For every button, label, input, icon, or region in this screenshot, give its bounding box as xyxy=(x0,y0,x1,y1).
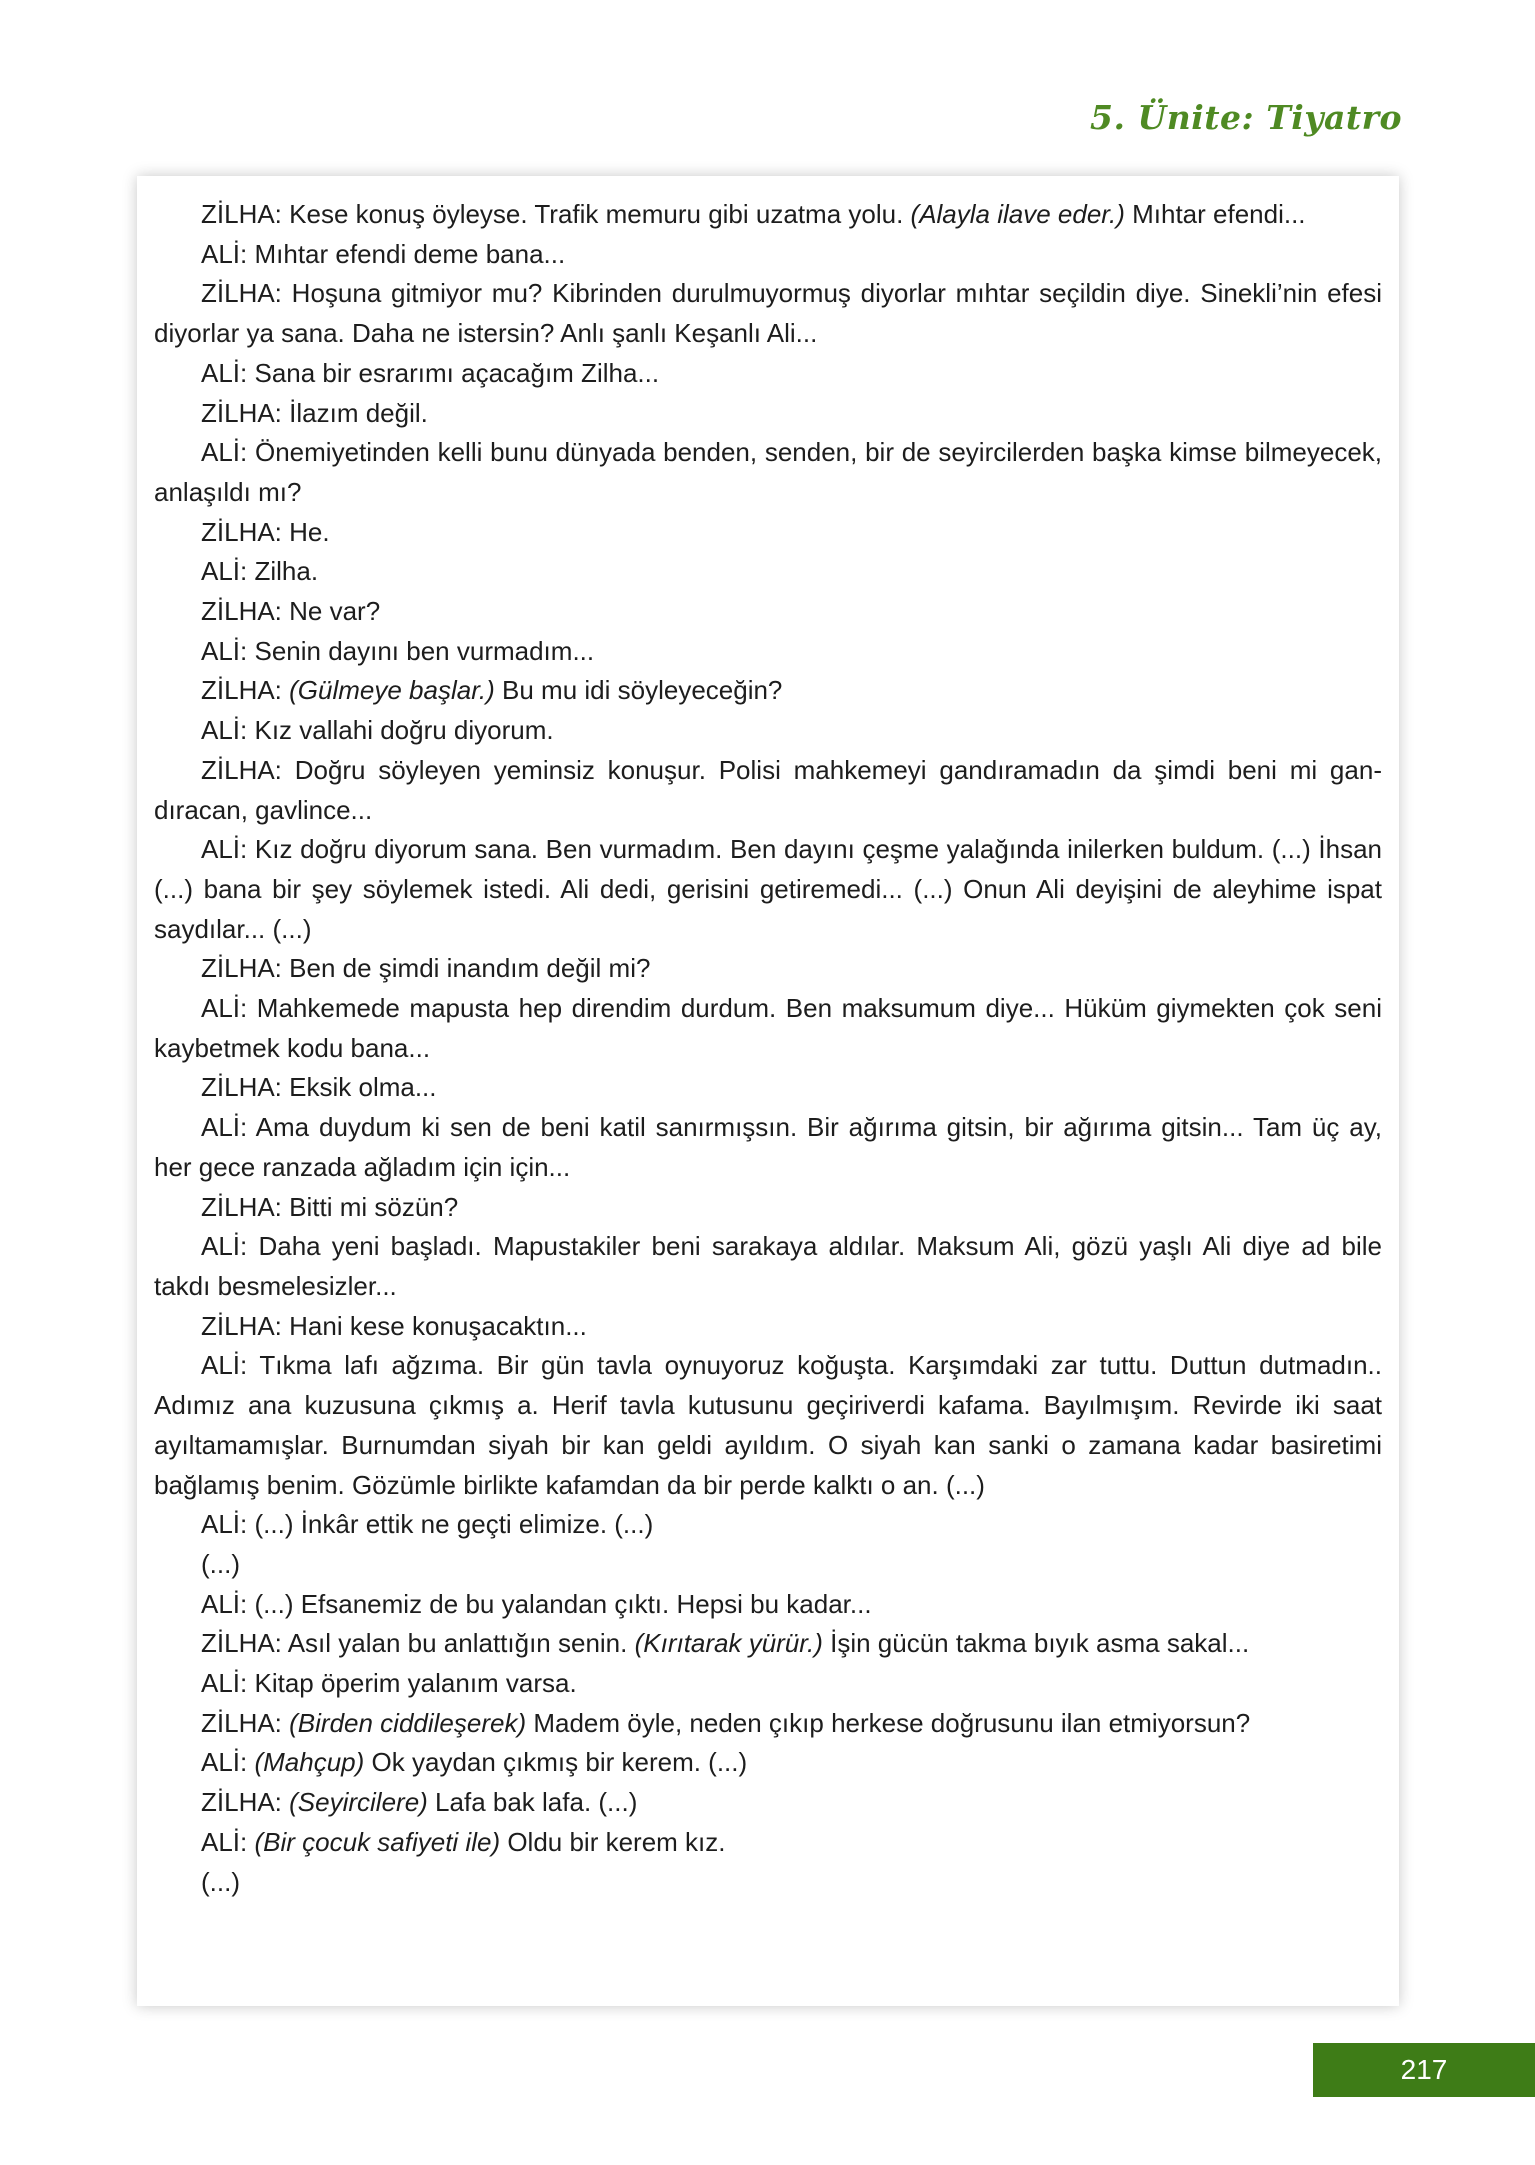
dialogue-text: Kitap öperim yalanım varsa. xyxy=(254,1668,577,1699)
dialogue-text: Tıkma lafı ağzıma. Bir gün tavla oynuyoruz koğuşta. Karşımdaki zar tuttu. Duttun dutmadın.. Adımız ana kuzusuna çıkmış a. Herif tavla kutusunu geçiriverdi kafama. Bayılmışım. Revirde iki saat ayıltamamışlar. Burnumdan siyah bir kan geldi ayıldım. O siyah kan sanki o zamana kadar basiretimi bağlamış benim. Gözümle birlikte kafamdan da bir perde kalktı o an. (...) xyxy=(154,1350,1382,1500)
dialogue-text: (...) xyxy=(201,1548,240,1579)
dialogue-line xyxy=(154,1624,1382,1664)
dialogue-line xyxy=(154,394,1382,434)
speaker-name: ALİ: xyxy=(201,635,255,666)
dialogue-text: Lafa bak lafa. (...) xyxy=(427,1787,638,1818)
dialogue-text: Bitti mi sözün? xyxy=(289,1191,459,1222)
speaker-name: ALİ: xyxy=(201,1826,255,1857)
dialogue-text: İşin gücün takma bıyık asma sakal... xyxy=(822,1628,1250,1659)
dialogue-text: Hani kese konuşacaktın... xyxy=(289,1310,587,1341)
speaker-name: ALİ: xyxy=(201,1747,255,1778)
dialogue-line xyxy=(154,592,1382,632)
dialogue-text: Eksik olma... xyxy=(289,1072,437,1103)
dialogue-line xyxy=(154,989,1382,1068)
dialogue-text: Hoşuna gitmiyor mu? Kibrinden durulmuyormuş diyorlar mıhtar seçildin diye. Sinekli’nin efesi diyorlar ya sana. Daha ne istersin? Anlı şanlı Keşanlı Ali... xyxy=(154,278,1382,349)
dialogue-text: Ben de şimdi inandım değil mi? xyxy=(289,953,651,984)
dialogue-line xyxy=(154,1346,1382,1505)
dialogue-text: Senin dayını ben vurmadım... xyxy=(254,635,595,666)
speaker-name: ALİ: xyxy=(201,1509,255,1540)
dialogue-text: (...) xyxy=(201,1866,240,1897)
speaker-name: ALİ: xyxy=(201,437,255,468)
dialogue-text: Kese konuş öyleyse. Trafik memuru gibi uzatma yolu. xyxy=(289,199,911,229)
speaker-name: ZİLHA: xyxy=(201,516,290,547)
dialogue-line xyxy=(154,1307,1382,1347)
dialogue-line xyxy=(154,671,1382,711)
speaker-name: ALİ: xyxy=(201,1668,255,1699)
dialogue-text: Ama duydum ki sen de beni katil sanırmışsın. Bir ağırıma gitsin, bir ağırıma gitsin... Tam üç ay, her gece ranzada ağladım için için... xyxy=(154,1112,1382,1182)
dialogue-text: Mahkemede mapusta hep direndim durdum. Ben maksumum diye... Hüküm giymekten çok seni kaybetmek kodu bana... xyxy=(154,993,1382,1063)
speaker-name: ZİLHA: xyxy=(201,596,290,627)
dialogue-line xyxy=(154,274,1382,353)
dialogue-line xyxy=(154,751,1382,830)
stage-direction: (Gülmeye başlar.) xyxy=(289,675,495,706)
dialogue-text: Mıhtar efendi deme bana... xyxy=(254,238,566,269)
dialogue-line xyxy=(154,552,1382,592)
dialogue-text: Önemiyetinden kelli bunu dünyada benden, senden, bir de seyircilerden başka kimse bilmeyecek, anlaşıldı mı? xyxy=(154,437,1382,507)
dialogue-line xyxy=(154,830,1382,949)
dialogue-line xyxy=(154,235,1382,275)
speaker-name: ZİLHA: xyxy=(201,1628,288,1659)
speaker-name: ZİLHA: xyxy=(201,754,295,785)
speaker-name: ZİLHA: xyxy=(201,1191,290,1222)
page-number: 217 xyxy=(1313,2043,1535,2097)
stage-direction: (Seyircilere) xyxy=(289,1787,428,1818)
speaker-name: ALİ: xyxy=(201,993,257,1024)
dialogue-line xyxy=(154,949,1382,989)
speaker-name: ZİLHA: xyxy=(201,397,290,428)
dialogue-text: Ok yaydan çıkmış bir kerem. (...) xyxy=(364,1747,748,1778)
dialogue-text: Kız vallahi doğru diyorum. xyxy=(254,715,554,746)
speaker-name: ZİLHA: xyxy=(201,199,290,229)
dialogue-line xyxy=(154,1743,1382,1783)
dialogue-text: (...) İnkâr ettik ne geçti elimize. (...) xyxy=(254,1509,654,1540)
dialogue-line xyxy=(154,513,1382,553)
dialogue-line xyxy=(154,711,1382,751)
speaker-name: ALİ: xyxy=(201,238,255,269)
speaker-name: ALİ: xyxy=(201,1112,256,1143)
stage-direction: (Alayla ilave eder.) xyxy=(910,199,1125,229)
dialogue-line xyxy=(154,1664,1382,1704)
dialogue-text: İlazım değil. xyxy=(289,397,428,428)
dialogue-line xyxy=(154,1704,1382,1744)
stage-direction: (Bir çocuk safiyeti ile) xyxy=(254,1826,501,1857)
speaker-name: ZİLHA: xyxy=(201,278,292,309)
speaker-name: ALİ: xyxy=(201,556,255,587)
dialogue-text: Ne var? xyxy=(289,596,381,627)
dialogue-line xyxy=(154,632,1382,672)
dialogue-line xyxy=(154,1068,1382,1108)
dialogue-text-box xyxy=(137,176,1399,2006)
dialogue-line xyxy=(154,1545,1382,1585)
dialogue-line xyxy=(154,1108,1382,1187)
dialogue-text: Mıhtar efendi... xyxy=(1124,199,1306,229)
stage-direction: (Birden ciddileşerek) xyxy=(289,1707,527,1738)
unit-title: 5. Ünite: Tiyatro xyxy=(1090,98,1402,137)
dialogue-list xyxy=(154,195,1382,1902)
speaker-name: ZİLHA: xyxy=(201,675,290,706)
speaker-name: ZİLHA: xyxy=(201,953,290,984)
dialogue-text: Daha yeni başladı. Mapustakiler beni sarakaya aldılar. Maksum Ali, gözü yaşlı Ali diye ad bile takdı besmelesizler... xyxy=(154,1231,1382,1301)
dialogue-text: He. xyxy=(289,516,330,547)
dialogue-text: Sana bir esrarımı açacağım Zilha... xyxy=(254,357,660,388)
dialogue-text: Madem öyle, neden çıkıp herkese doğrusunu ilan etmiyorsun? xyxy=(526,1707,1251,1738)
speaker-name: ZİLHA: xyxy=(201,1707,290,1738)
dialogue-line xyxy=(154,354,1382,394)
speaker-name: ZİLHA: xyxy=(201,1787,290,1818)
dialogue-text: Oldu bir kerem kız. xyxy=(500,1826,726,1857)
speaker-name: ALİ: xyxy=(201,1231,259,1262)
dialogue-line xyxy=(154,1505,1382,1545)
dialogue-line xyxy=(154,1188,1382,1228)
dialogue-text: (...) Efsanemiz de bu yalandan çıktı. Hepsi bu kadar... xyxy=(254,1588,872,1619)
dialogue-line xyxy=(154,1783,1382,1823)
speaker-name: ALİ: xyxy=(201,1588,255,1619)
dialogue-text: Bu mu idi söyleyeceğin? xyxy=(494,675,783,706)
dialogue-text: Zilha. xyxy=(254,556,319,587)
speaker-name: ALİ: xyxy=(201,715,255,746)
speaker-name: ALİ: xyxy=(201,357,255,388)
speaker-name: ZİLHA: xyxy=(201,1072,290,1103)
dialogue-line xyxy=(154,1227,1382,1306)
speaker-name: ZİLHA: xyxy=(201,1310,290,1341)
speaker-name: ALİ: xyxy=(201,1350,260,1381)
dialogue-line xyxy=(154,1863,1382,1903)
dialogue-line xyxy=(154,433,1382,512)
stage-direction: (Mahçup) xyxy=(254,1747,365,1778)
stage-direction: (Kırıtarak yürür.) xyxy=(634,1628,823,1659)
speaker-name: ALİ: xyxy=(201,834,255,865)
dialogue-text: Kız doğru diyorum sana. Ben vurmadım. Ben dayını çeşme yalağında inilerken buldum. (...) İhsan (...) bana bir şey söylemek istedi. Ali dedi, gerisini getiremedi... (...) Onun Ali deyişini de aleyhime ispat saydılar... (...) xyxy=(154,834,1382,944)
dialogue-line xyxy=(154,195,1382,235)
dialogue-text: Doğru söyleyen yeminsiz konuşur. Polisi mahkemeyi gandıramadın da şimdi beni mi gandıracan, gavlince... xyxy=(154,754,1382,825)
dialogue-line xyxy=(154,1585,1382,1625)
dialogue-text: Asıl yalan bu anlattığın senin. xyxy=(287,1628,635,1659)
dialogue-line xyxy=(154,1823,1382,1863)
